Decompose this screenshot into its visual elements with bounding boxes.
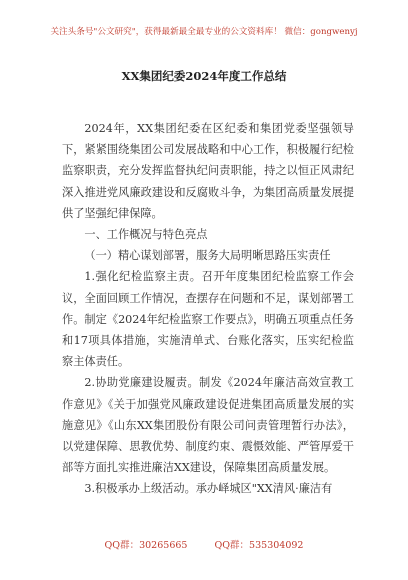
header-banner: 关注头条号"公文研究"，获得最新最全最专业的公文资料库！ 微信：gongwenyj (50, 27, 358, 37)
intro-paragraph: 2024年，XX集团纪委在区纪委和集团党委坚强领导下，紧紧围绕集团公司发展战略和中心工作，积极履行纪检监察职责，充分发挥监督执纪问责职能，持之以恒正风肃纪深入推进党风廉政建设和反腐败斗争，为集团高质量发展提供了坚强纪律保障。 (62, 122, 354, 220)
section-heading: 一、工作概况与特色亮点 (84, 228, 208, 242)
qq-group-1: QQ群：30265665 (104, 540, 188, 551)
subsection-heading: （一）精心谋划部署，服务大局明晰思路压实责任 (84, 249, 331, 263)
qq-group-2: QQ群：535304092 (214, 540, 304, 551)
document-title: XX集团纪委2024年度工作总结 (121, 69, 287, 83)
body-paragraph-2: 2.协助党廉建设履责。制发《2024年廉洁高效宣教工作意见》《关于加强党风廉政建设促进集团高质量发展的实施意见》《山东XX集团股份有限公司问责管理暂行办法》，以党建保障、思教优势、制度约束、震慑效能、严管厚爱干部等方面扎实推进廉洁XX建设，保障集团高质量发展。 (62, 376, 354, 475)
document-body (62, 118, 354, 500)
body-paragraph-3: 3.积极承办上级活动。承办峄城区"XX清风·廉洁有 (84, 482, 333, 496)
footer-qq-groups (0, 537, 408, 551)
body-paragraph-1: 1.强化纪检监察主责。召开年度集团纪检监察工作会议，全面回顾工作情况，查摆存在问题和不足，谋划部署工作。制定《2024年纪检监察工作要点》，明确五项重点任务和17项具体措施，实施清单式、台账化落实，压实纪检监察主体责任。 (62, 270, 354, 369)
